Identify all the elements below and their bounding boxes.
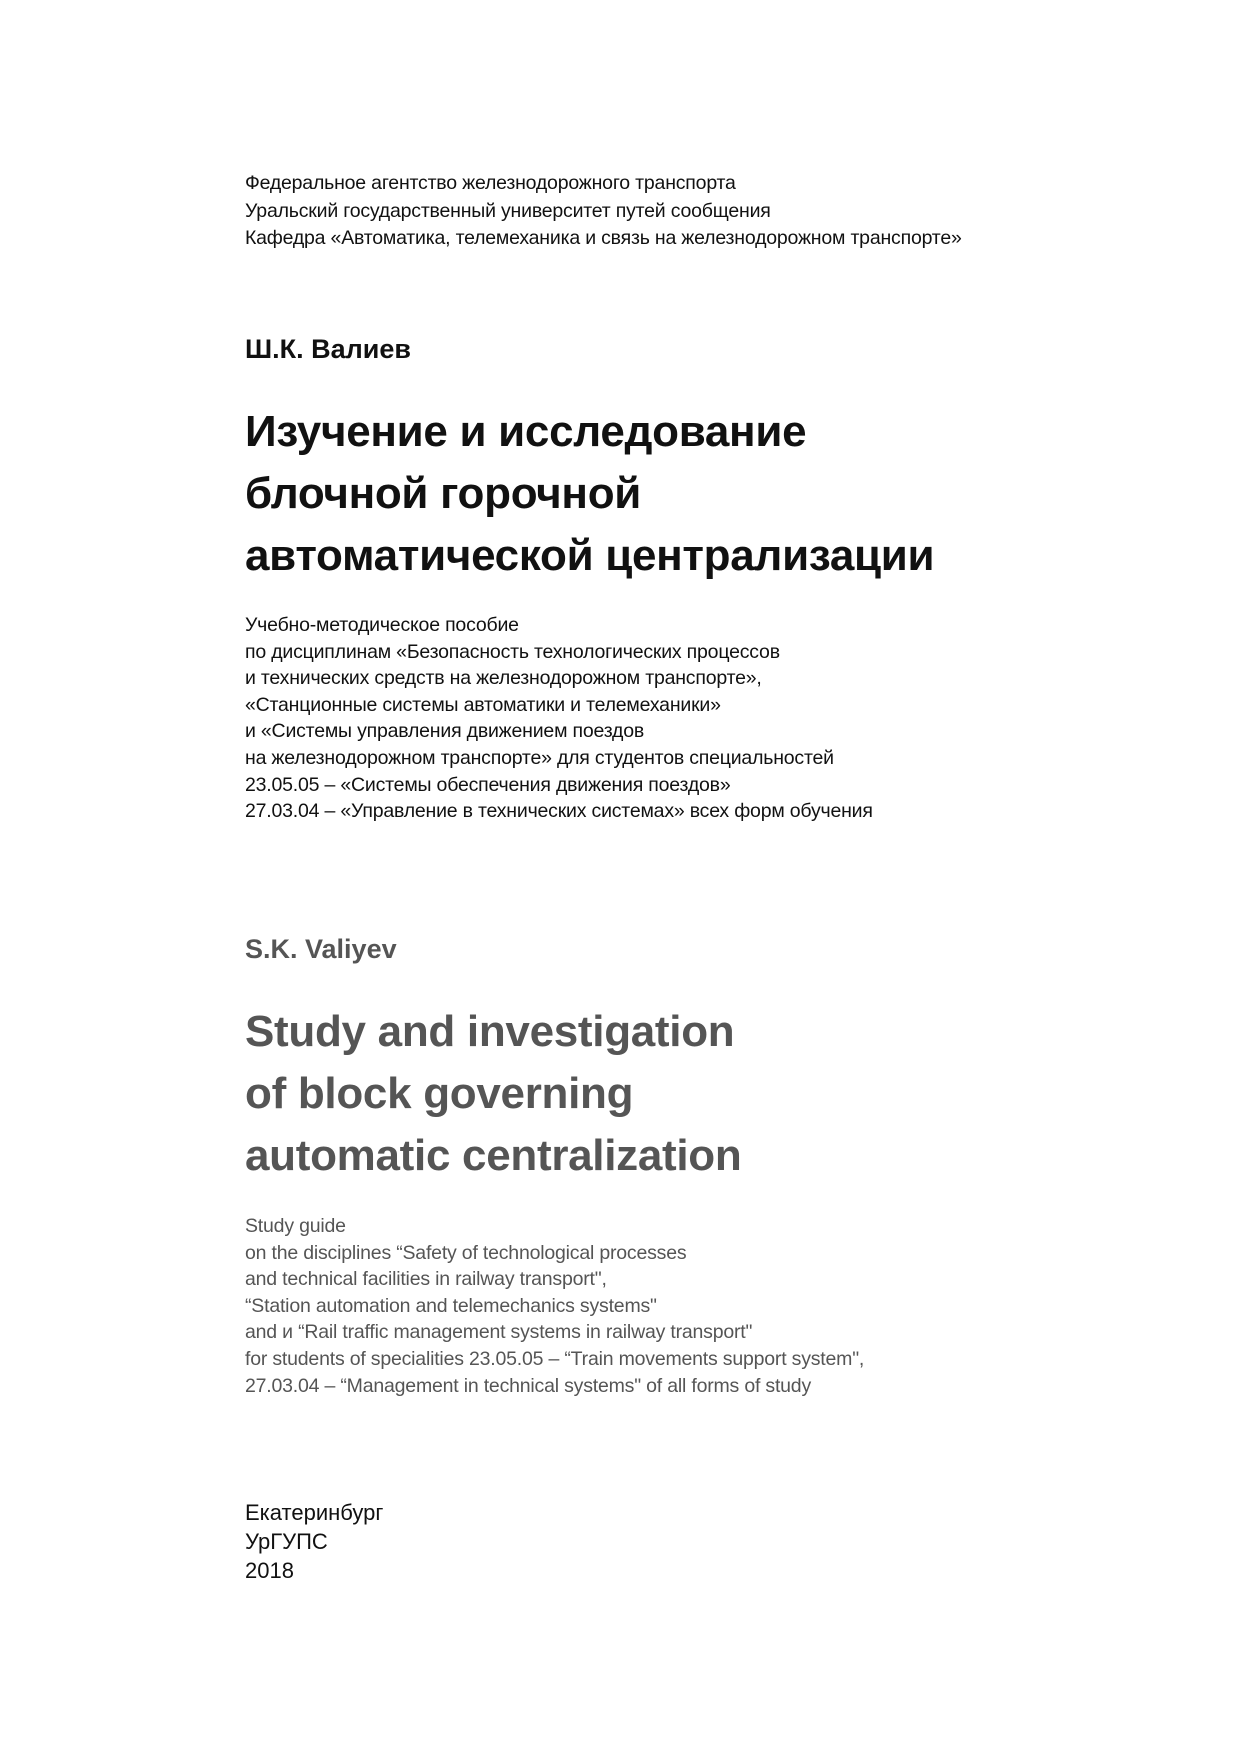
subtitle-line: on the disciplines “Safety of technological processes xyxy=(245,1241,687,1264)
header-line: Кафедра «Автоматика, телемеханика и связь на железнодорожном транспорте» xyxy=(245,227,962,249)
header-line: Федеральное агентство железнодорожного транспорта xyxy=(245,172,736,194)
subtitle-line: Учебно-методическое пособие xyxy=(245,614,519,636)
subtitle-line: and technical facilities in railway transport", xyxy=(245,1268,607,1291)
title-line: Study and investigation xyxy=(245,1007,735,1056)
subtitle-line: 23.05.05 – «Системы обеспечения движения поездов» xyxy=(245,773,731,796)
subtitle-line: for students of specialities 23.05.05 – “Train movements support system", xyxy=(245,1347,865,1370)
imprint-year: 2018 xyxy=(245,1558,294,1583)
subtitle-line: «Станционные системы автоматики и телемеханики» xyxy=(245,693,721,716)
header-line: Уральский государственный университет путей сообщения xyxy=(245,199,771,222)
title-line: блочной горочной xyxy=(245,469,642,518)
title-ru xyxy=(245,401,934,587)
title-line: автоматической централизации xyxy=(245,531,935,580)
subtitle-line: Study guide xyxy=(245,1215,346,1237)
subtitle-line: 27.03.04 – «Управление в технических системах» всех форм обучения xyxy=(245,800,873,823)
subtitle-en xyxy=(245,1213,864,1399)
imprint-publisher: УрГУПС xyxy=(245,1529,328,1554)
author-ru: Ш.К. Валиев xyxy=(245,334,411,364)
imprint-city: Екатеринбург xyxy=(245,1500,384,1525)
subtitle-line: на железнодорожном транспорте» для студентов специальностей xyxy=(245,746,834,769)
institution-header xyxy=(245,170,962,253)
author-en: S.K. Valiyev xyxy=(245,934,397,964)
subtitle-line: и технических средств на железнодорожном транспорте», xyxy=(245,667,762,690)
title-line: automatic centralization xyxy=(245,1131,742,1180)
subtitle-line: и «Системы управления движением поездов xyxy=(245,720,645,743)
subtitle-line: and и “Rail traffic management systems in railway transport" xyxy=(245,1321,753,1344)
title-en xyxy=(245,1001,741,1187)
title-line: Изучение и исследование xyxy=(245,407,807,456)
subtitle-line: по дисциплинам «Безопасность технологических процессов xyxy=(245,640,780,663)
imprint xyxy=(245,1498,383,1585)
subtitle-ru xyxy=(245,612,873,825)
subtitle-line: 27.03.04 – “Management in technical systems" of all forms of study xyxy=(245,1374,812,1397)
subtitle-line: “Station automation and telemechanics systems" xyxy=(245,1294,657,1317)
title-line: of block governing xyxy=(245,1069,634,1118)
